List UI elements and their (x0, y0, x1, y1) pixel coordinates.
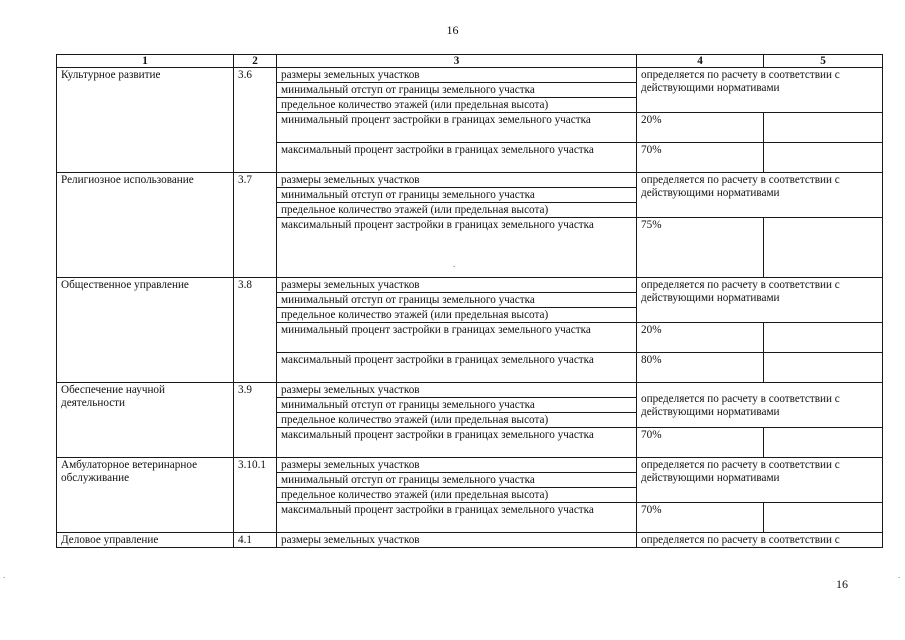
table-row (57, 173, 883, 188)
table-row (57, 278, 883, 293)
use-type-code: 3.6 (234, 68, 277, 173)
header-col-3: 3 (277, 55, 637, 68)
param-cell: размеры земельных участков (277, 383, 637, 398)
page-number-bottom: 16 (836, 577, 848, 591)
value-cell: 20% (637, 323, 764, 353)
merged-value-cell: определяется по расчету в соответствии с действующими нормативами (637, 173, 883, 218)
table-row (57, 458, 883, 473)
param-cell: минимальный отступ от границы земельного участка (277, 83, 637, 98)
param-cell: размеры земельных участков (277, 533, 637, 548)
param-cell: максимальный процент застройки в границах земельного участка (277, 353, 637, 383)
use-type-name: Деловое управление (57, 533, 234, 548)
use-type-code: 3.9 (234, 383, 277, 458)
value-cell: 20% (637, 113, 764, 143)
stray-mark: . (453, 259, 456, 269)
table-row (57, 68, 883, 83)
param-cell: максимальный процент застройки в границах земельного участка (277, 503, 637, 533)
param-cell: предельное количество этажей (или предельная высота) (277, 98, 637, 113)
header-col-2: 2 (234, 55, 277, 68)
param-cell: минимальный процент застройки в границах земельного участка (277, 323, 637, 353)
param-cell: минимальный отступ от границы земельного участка (277, 473, 637, 488)
param-cell: размеры земельных участков (277, 68, 637, 83)
param-cell: предельное количество этажей (или предельная высота) (277, 203, 637, 218)
value-cell: 70% (637, 503, 764, 533)
page-number-top: 16 (446, 23, 459, 37)
header-col-4: 4 (637, 55, 764, 68)
param-cell: предельное количество этажей (или предельная высота) (277, 413, 637, 428)
table-row (57, 533, 883, 548)
value-cell: 70% (637, 143, 764, 173)
use-type-name: Общественное управление (57, 278, 234, 383)
param-cell (277, 218, 637, 278)
header-col-1: 1 (57, 55, 234, 68)
edge-mark-left: . (3, 570, 6, 580)
param-cell: предельное количество этажей (или предельная высота) (277, 308, 637, 323)
value-cell: 70% (637, 428, 764, 458)
merged-value-cell: определяется по расчету в соответствии с действующими нормативами (637, 458, 883, 503)
merged-value-cell: определяется по расчету в соответствии с (637, 533, 883, 548)
value-cell: 75% (637, 218, 764, 278)
header-col-5: 5 (764, 55, 883, 68)
use-type-name: Обеспечение научной деятельности (57, 383, 234, 458)
header-row (57, 55, 883, 68)
table-row (57, 383, 883, 398)
empty-cell (764, 503, 883, 533)
empty-cell (764, 218, 883, 278)
merged-value-cell: определяется по расчету в соответствии с действующими нормативами (637, 278, 883, 323)
use-type-code: 3.7 (234, 173, 277, 278)
param-cell: минимальный процент застройки в границах земельного участка (277, 113, 637, 143)
param-cell: размеры земельных участков (277, 458, 637, 473)
use-type-code: 4.1 (234, 533, 277, 548)
use-type-name: Культурное развитие (57, 68, 234, 173)
empty-cell (764, 353, 883, 383)
param-text: максимальный процент застройки в границах земельного участка (281, 219, 594, 231)
param-cell: максимальный процент застройки в границах земельного участка (277, 143, 637, 173)
use-type-name: Амбулаторное ветеринарное обслуживание (57, 458, 234, 533)
param-cell: максимальный процент застройки в границах земельного участка (277, 428, 637, 458)
use-type-code: 3.8 (234, 278, 277, 383)
param-cell: минимальный отступ от границы земельного участка (277, 398, 637, 413)
param-cell: предельное количество этажей (или предельная высота) (277, 488, 637, 503)
param-cell: минимальный отступ от границы земельного участка (277, 293, 637, 308)
use-type-name: Религиозное использование (57, 173, 234, 278)
use-type-code: 3.10.1 (234, 458, 277, 533)
param-cell: размеры земельных участков (277, 173, 637, 188)
empty-cell (764, 143, 883, 173)
regulations-table (56, 54, 883, 548)
merged-value-cell: определяется по расчету в соответствии с действующими нормативами (637, 383, 883, 428)
param-cell: размеры земельных участков (277, 278, 637, 293)
value-cell: 80% (637, 353, 764, 383)
empty-cell (764, 323, 883, 353)
merged-value-cell: определяется по расчету в соответствии с действующими нормативами (637, 68, 883, 113)
empty-cell (764, 428, 883, 458)
empty-cell (764, 113, 883, 143)
param-cell: минимальный отступ от границы земельного участка (277, 188, 637, 203)
edge-mark-right: . (898, 570, 901, 580)
